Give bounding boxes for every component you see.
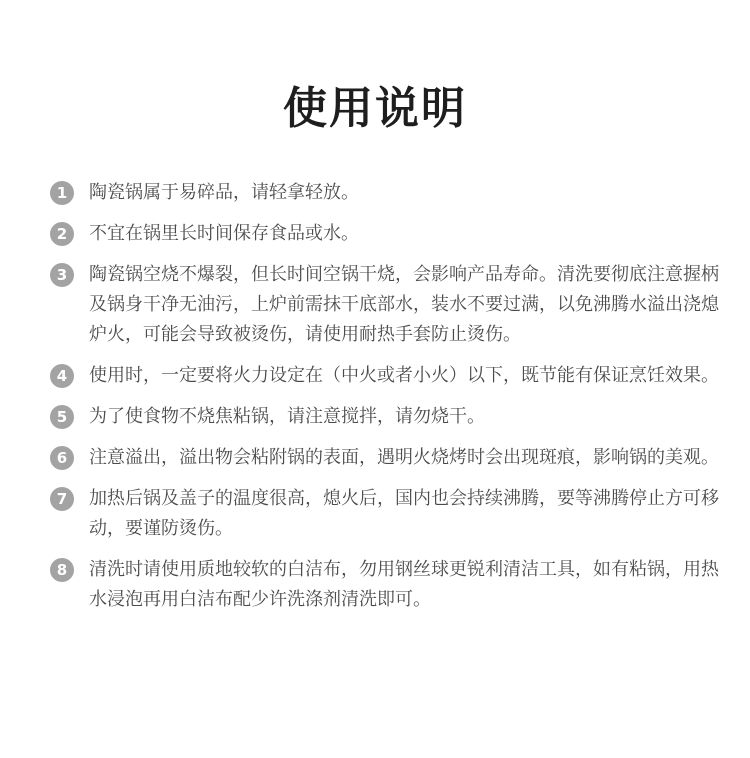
instruction-text: 不宜在锅里长时间保存食品或水。 xyxy=(89,223,359,244)
list-item xyxy=(50,219,720,249)
instruction-list xyxy=(50,178,720,626)
list-item xyxy=(50,178,720,208)
instruction-text: 清洗时请使用质地较软的白洁布，勿用钢丝球更锐利清洁工具，如有粘锅，用热水浸泡再用白洁布配少许洗涤剂清洗即可。 xyxy=(89,559,719,610)
list-item xyxy=(50,260,720,350)
list-item xyxy=(50,402,720,432)
instruction-text: 为了使食物不烧焦粘锅，请注意搅拌，请勿烧干。 xyxy=(89,406,485,427)
list-item xyxy=(50,361,720,391)
instruction-text: 陶瓷锅属于易碎品，请轻拿轻放。 xyxy=(89,182,359,203)
number-badge-8: 8 xyxy=(50,558,74,582)
number-badge-2: 2 xyxy=(50,222,74,246)
number-badge-4: 4 xyxy=(50,364,74,388)
page-title: 使用说明 xyxy=(283,83,467,135)
number-badge-5: 5 xyxy=(50,405,74,429)
number-badge-6: 6 xyxy=(50,446,74,470)
instruction-text: 加热后锅及盖子的温度很高，熄火后，国内也会持续沸腾，要等沸腾停止方可移动，要谨防烫伤。 xyxy=(89,488,719,539)
instruction-text: 使用时，一定要将火力设定在（中火或者小火）以下，既节能有保证烹饪效果。 xyxy=(89,365,719,386)
number-badge-7: 7 xyxy=(50,487,74,511)
instruction-text: 注意溢出，溢出物会粘附锅的表面，遇明火烧烤时会出现斑痕，影响锅的美观。 xyxy=(89,447,719,468)
list-item xyxy=(50,443,720,473)
list-item xyxy=(50,555,720,615)
instruction-text: 陶瓷锅空烧不爆裂，但长时间空锅干烧，会影响产品寿命。清洗要彻底注意握柄及锅身干净无油污，上炉前需抹干底部水，装水不要过满，以免沸腾水溢出浇熄炉火，可能会导致被烫伤，请使用耐热手套防止烫伤。 xyxy=(89,264,719,345)
number-badge-3: 3 xyxy=(50,263,74,287)
number-badge-1: 1 xyxy=(50,181,74,205)
list-item xyxy=(50,484,720,544)
